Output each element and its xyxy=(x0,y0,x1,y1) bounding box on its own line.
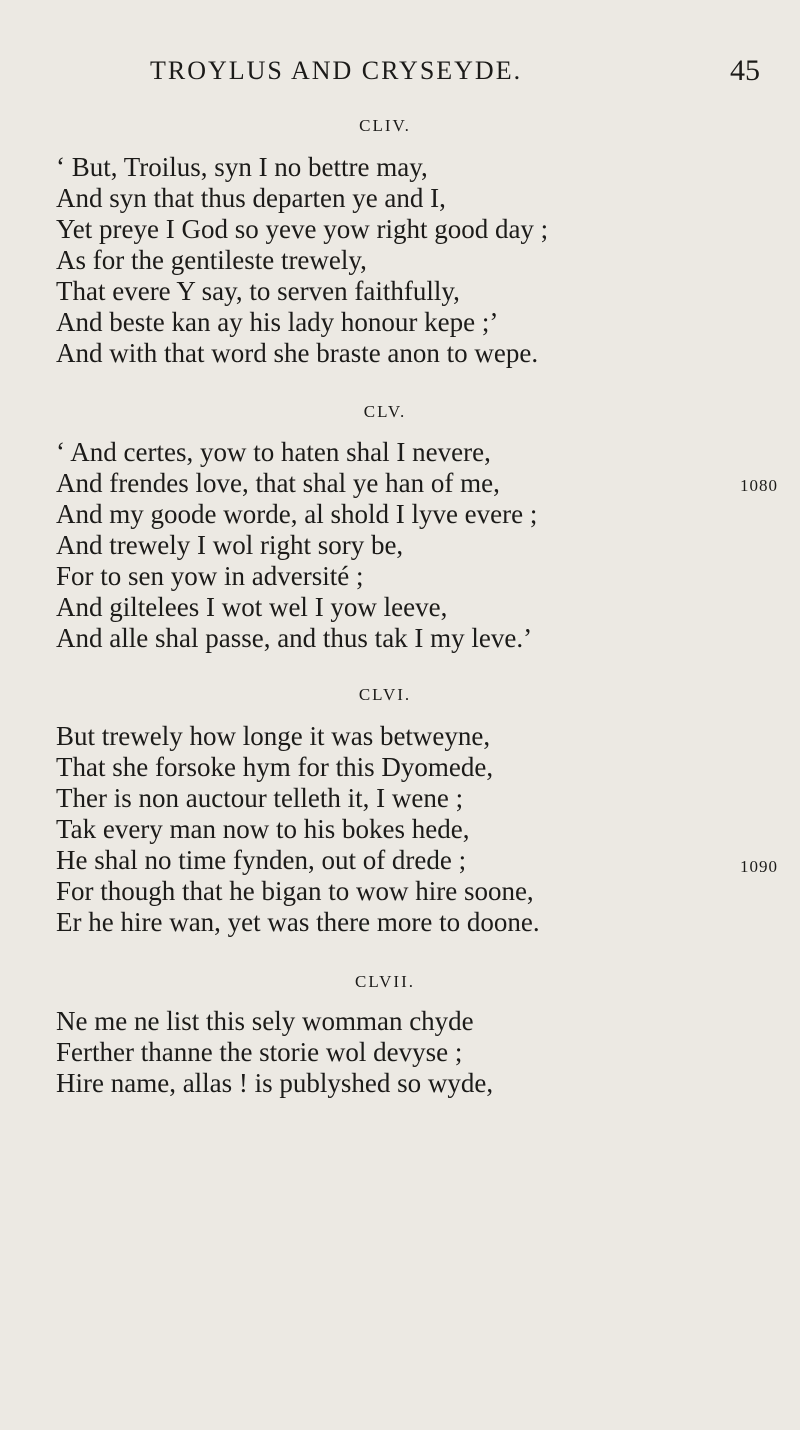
verse-line: Hire name, allas ! is publyshed so wyde, xyxy=(56,1068,494,1098)
verse-line: That she forsoke hym for this Dyomede, xyxy=(56,752,494,782)
stanza-number: CLV. xyxy=(363,402,407,421)
running-title: TROYLUS AND CRYSEYDE. xyxy=(150,56,523,85)
verse-line: Ne me ne list this sely womman chyde xyxy=(56,1006,474,1036)
verse-line: Yet preye I God so yeve yow right good day ; xyxy=(56,214,549,244)
page-number: 45 xyxy=(730,54,760,87)
verse-line: And my goode worde, al shold I lyve evere ; xyxy=(56,499,538,529)
verse-line: And beste kan ay his lady honour kepe ;’ xyxy=(56,307,499,337)
verse-line: Tak every man now to his bokes hede, xyxy=(56,814,470,844)
stanza-number: CLIV. xyxy=(359,116,411,135)
verse-line: And syn that thus departen ye and I, xyxy=(56,183,446,213)
stanza-number: CLVI. xyxy=(358,685,412,704)
margin-line-number: 1080 xyxy=(740,476,778,495)
verse-line: And trewely I wol right sory be, xyxy=(56,530,404,560)
verse-line: Ferther thanne the storie wol devyse ; xyxy=(56,1037,463,1067)
margin-line-number: 1090 xyxy=(740,857,778,876)
verse-line: Er he hire wan, yet was there more to doone. xyxy=(56,907,540,937)
verse-line: And alle shal passe, and thus tak I my leve.’ xyxy=(56,623,533,653)
verse-line: For to sen yow in adversité ; xyxy=(56,561,364,591)
verse-line: And with that word she braste anon to wepe. xyxy=(56,338,539,368)
verse-line: ‘ But, Troilus, syn I no bettre may, xyxy=(56,152,428,182)
verse-line: And frendes love, that shal ye han of me, xyxy=(56,468,500,498)
verse-line: But trewely how longe it was betweyne, xyxy=(56,721,491,751)
stanza-number: CLVII. xyxy=(354,972,415,991)
verse-line: Ther is non auctour telleth it, I wene ; xyxy=(56,783,464,813)
verse-line: For though that he bigan to wow hire soone, xyxy=(56,876,534,906)
verse-line: ‘ And certes, yow to haten shal I nevere, xyxy=(56,437,491,467)
verse-line: As for the gentileste trewely, xyxy=(56,245,367,275)
verse-line: He shal no time fynden, out of drede ; xyxy=(56,845,467,875)
verse-line: And giltelees I wot wel I yow leeve, xyxy=(56,592,448,622)
verse-line: That evere Y say, to serven faithfully, xyxy=(56,276,460,306)
